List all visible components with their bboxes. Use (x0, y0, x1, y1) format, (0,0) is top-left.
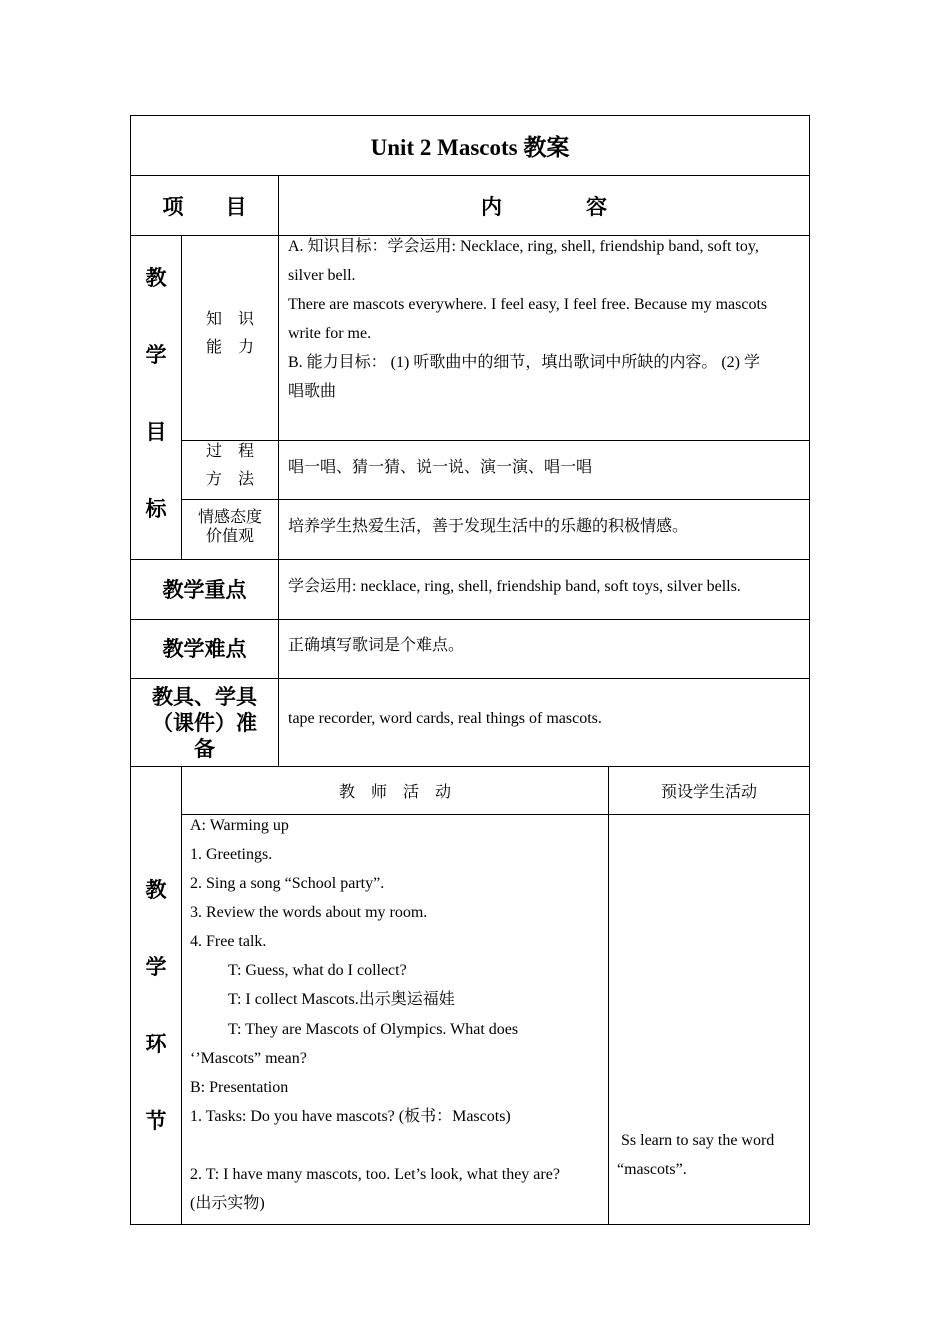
document-title: Unit 2 Mascots 教案 (370, 134, 570, 160)
list-item: 2. T: I have many mascots, too. Let’s look, what they are? (190, 1166, 560, 1183)
list-item: A: Warming up (190, 817, 289, 834)
emotion-label: 情感态度 价值观 (197, 509, 262, 545)
table-rule (181, 499, 810, 500)
list-item: T: I collect Mascots.出示奥运福娃 (228, 991, 455, 1008)
list-item: T: They are Mascots of Olympics. What does (228, 1021, 519, 1038)
table-border-right (809, 115, 810, 1225)
goals-label-char: 标 (145, 497, 167, 521)
teacher-activity-header: 教 师 活 动 (338, 784, 451, 801)
key-points-label: 教学重点 (162, 577, 247, 602)
list-item: 3. Review the words about my room. (190, 904, 428, 921)
knowledge-label: 知 识 能 力 (205, 311, 254, 356)
list-item: ‘’Mascots” mean? (190, 1050, 307, 1067)
procedure-label-char: 节 (145, 1109, 167, 1133)
goals-label-char: 教 (145, 266, 167, 290)
goals-label-char: 学 (145, 343, 167, 367)
list-item: (出示实物) (190, 1195, 265, 1212)
goals-label-char: 目 (145, 420, 167, 444)
list-item: 2. Sing a song “School party”. (190, 875, 385, 892)
teacher-activity-content (190, 811, 606, 1218)
list-item: “mascots”. (617, 1161, 687, 1178)
table-col-rule (278, 175, 279, 767)
list-item: 1. Tasks: Do you have mascots? (板书：Mascots) (190, 1108, 511, 1125)
difficulties-label: 教学难点 (162, 637, 247, 661)
difficulties-content: 正确填写歌词是个难点。 (288, 637, 465, 654)
procedure-label-char: 学 (145, 955, 167, 979)
process-label: 过 程 方 法 (205, 443, 254, 488)
table-rule (181, 440, 810, 441)
list-item (190, 1131, 606, 1160)
emotion-content: 培养学生热爱生活，善于发现生活中的乐趣的积极情感。 (288, 518, 689, 535)
table-border-bottom (131, 1224, 810, 1225)
process-content: 唱一唱、猜一猜、说一说、演一演、唱一唱 (288, 459, 593, 476)
materials-label: 教具、学具 （课件）准 备 (152, 684, 257, 761)
key-points-content: 学会运用: necklace, ring, shell, friendship band, soft toys, silver bells. (288, 578, 741, 595)
knowledge-content: A. 知识目标：学会运用: Necklace, ring, shell, friendship band, soft toy, silver bell. There are mascots everywhere. I feel easy, I feel free. Because my mascots write for me. B. 能力目标： (1) 听歌曲中的细节，填出歌词中所缺的内容。 (2) 学 唱歌曲 (288, 238, 768, 400)
procedure-label-char: 教 (145, 878, 167, 902)
procedure-label-char: 环 (145, 1032, 167, 1056)
header-item: 项 目 (162, 194, 247, 219)
table-col-rule (608, 766, 609, 1225)
header-content: 内 容 (481, 194, 607, 219)
list-item: 1. Greetings. (190, 846, 273, 863)
list-item: T: Guess, what do I collect? (228, 962, 407, 979)
list-item: 4. Free talk. (190, 933, 267, 950)
list-item: B: Presentation (190, 1079, 289, 1096)
materials-content: tape recorder, word cards, real things of mascots. (288, 710, 602, 727)
table-col-rule (181, 766, 182, 1225)
student-activity-content (617, 1126, 807, 1184)
list-item: Ss learn to say the word (617, 1132, 775, 1149)
student-activity-header: 预设学生活动 (660, 784, 757, 801)
